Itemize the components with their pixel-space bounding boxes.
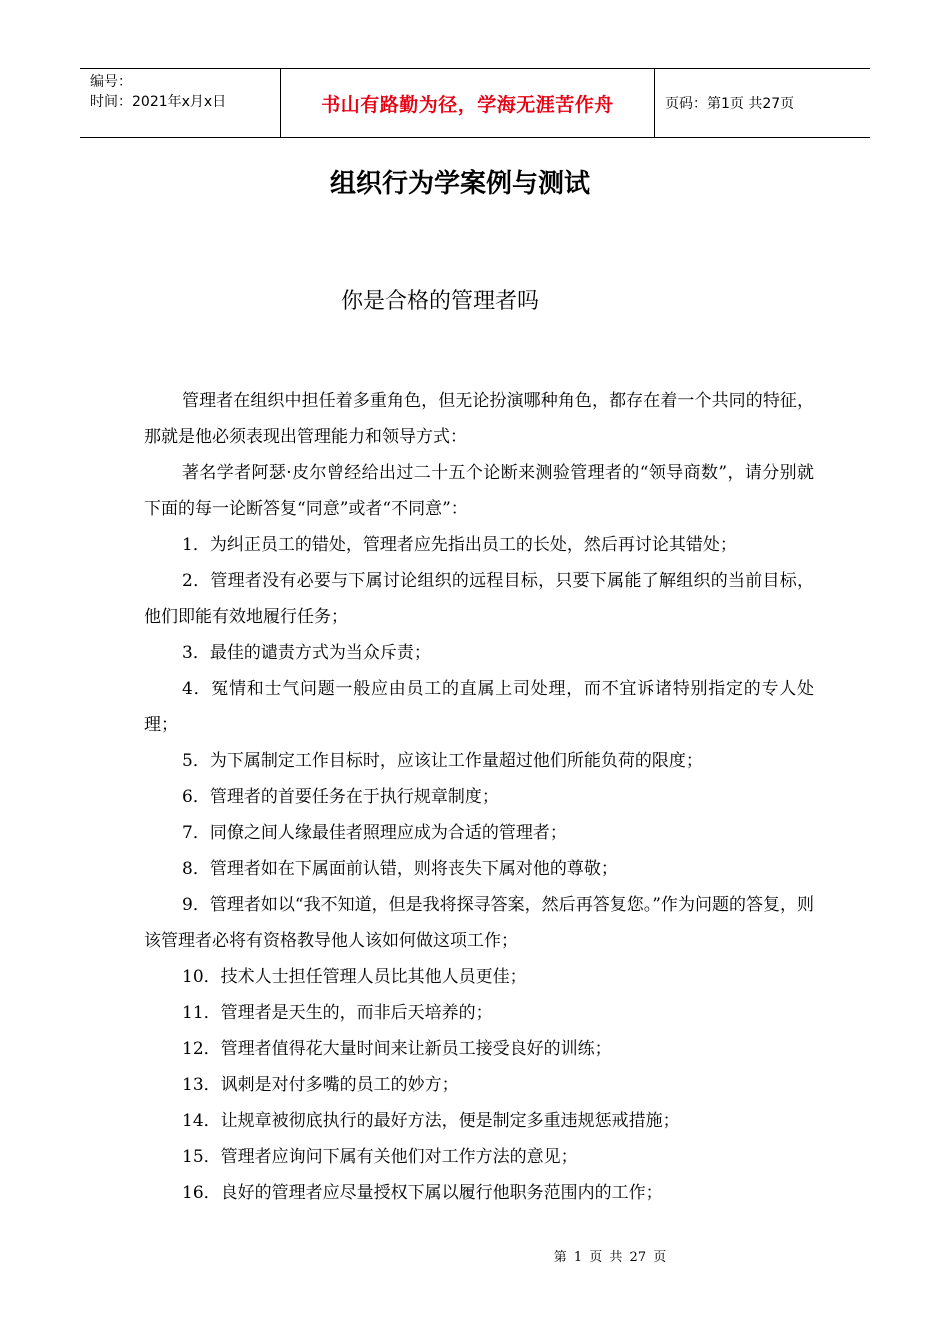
list-item: 15．管理者应询问下属有关他们对工作方法的意见；	[182, 1147, 578, 1167]
list-item: 6．管理者的首要任务在于执行规章制度；	[182, 787, 499, 807]
list-item: 16．良好的管理者应尽量授权下属以履行他职务范围内的工作；	[182, 1183, 663, 1203]
list-item: 5．为下属制定工作目标时，应该让工作量超过他们所能负荷的限度；	[182, 751, 703, 771]
list-item: 13．讽刺是对付多嘴的员工的妙方；	[182, 1075, 459, 1095]
list-item: 12．管理者值得花大量时间来让新员工接受良好的训练；	[182, 1039, 612, 1059]
list-item: 14．让规章被彻底执行的最好方法，便是制定多重违规惩戒措施；	[182, 1111, 680, 1131]
document-subtitle: 你是合格的管理者吗	[340, 289, 539, 314]
body-text	[144, 383, 814, 1211]
list-item: 9．管理者如以“我不知道，但是我将探寻答案，然后再答复您。”作为问题的答复，则该管理者必将有资格教导他人该如何做这项工作；	[144, 895, 814, 951]
page-footer: 第 1 页 共 27 页	[553, 1250, 667, 1265]
time-label: 时间：2021年x月x日	[90, 94, 227, 110]
list-item: 11．管理者是天生的，而非后天培养的；	[182, 1003, 493, 1023]
header-meta	[80, 69, 281, 137]
list-item: 2．管理者没有必要与下属讨论组织的远程目标，只要下属能了解组织的当前目标，他们即能有效地履行任务；	[144, 571, 814, 627]
number-label: 编号：	[90, 74, 132, 90]
list-item: 4．冤情和士气问题一般应由员工的直属上司处理，而不宜诉诸特别指定的专人处理；	[144, 679, 814, 735]
list-item: 7．同僚之间人缘最佳者照理应成为合适的管理者；	[182, 823, 567, 843]
list-item: 8．管理者如在下属面前认错，则将丧失下属对他的尊敬；	[182, 859, 618, 879]
paragraph: 著名学者阿瑟·皮尔曾经给出过二十五个论断来测验管理者的“领导商数”，请分别就下面的每一论断答复“同意”或者“不同意”：	[144, 463, 814, 519]
header-motto: 书山有路勤为径，学海无涯苦作舟	[281, 69, 655, 137]
paragraph: 管理者在组织中担任着多重角色，但无论扮演哪种角色，都存在着一个共同的特征，那就是他必须表现出管理能力和领导方式：	[144, 391, 814, 447]
document-title: 组织行为学案例与测试	[329, 169, 590, 199]
list-item: 1．为纠正员工的错处，管理者应先指出员工的长处，然后再讨论其错处；	[182, 535, 737, 555]
list-item: 3．最佳的谴责方式为当众斥责；	[182, 643, 431, 663]
list-item: 10．技术人士担任管理人员比其他人员更佳；	[182, 967, 527, 987]
page-header	[80, 68, 870, 138]
header-page-info: 页码：第1页 共27页	[665, 96, 795, 112]
